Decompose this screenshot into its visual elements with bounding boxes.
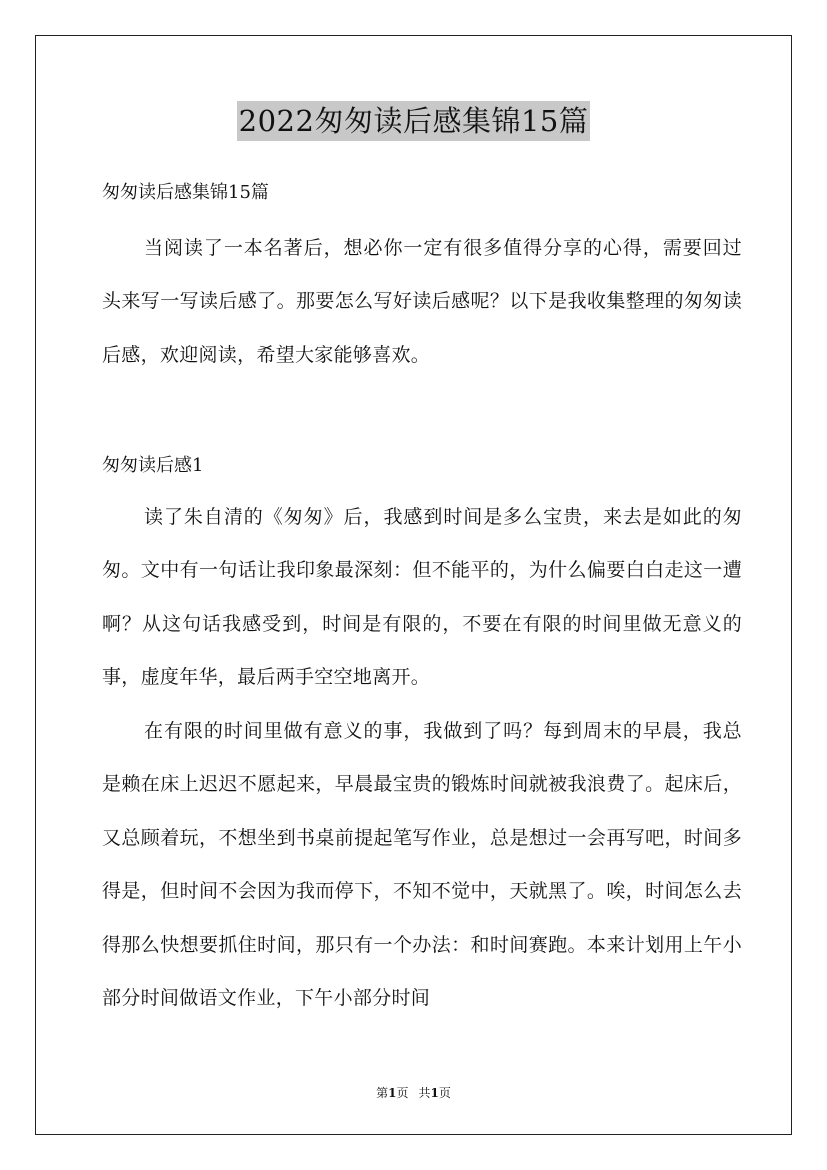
section-heading: 匆匆读后感1 (102, 455, 204, 476)
intro-paragraph: 当阅读了一本名著后，想必你一定有很多值得分享的心得，需要回过头来写一写读后感了。那要怎么写好读后感呢？以下是我收集整理的匆匆读后感，欢迎阅读，希望大家能够喜欢。 (102, 237, 742, 366)
page-suffix: 页 (396, 1086, 409, 1100)
page-prefix: 第 (376, 1086, 389, 1100)
total-prefix: 共 (418, 1086, 431, 1100)
title-area (0, 101, 827, 141)
document-title: 2022匆匆读后感集锦15篇 (237, 101, 591, 141)
page-number: 1 (388, 1086, 397, 1100)
document-subtitle: 匆匆读后感集锦15篇 (102, 182, 269, 203)
total-suffix: 页 (438, 1086, 451, 1100)
body-paragraph-1: 读了朱自清的《匆匆》后，我感到时间是多么宝贵，来去是如此的匆匆。文中有一句话让我印象最深刻：但不能平的，为什么偏要白白走这一遭啊？从这句话我感受到，时间是有限的，不要在有限的时间里做无意义的事，虚度年华，最后两手空空地离开。 (102, 506, 742, 689)
page-footer (0, 1085, 827, 1101)
body-paragraph-2: 在有限的时间里做有意义的事，我做到了吗？每到周末的早晨，我总是赖在床上迟迟不愿起来，早晨最宝贵的锻炼时间就被我浪费了。起床后，又总顾着玩，不想坐到书桌前提起笔写作业，总是想过一会再写吧，时间多得是，但时间不会因为我而停下，不知不觉中，天就黑了。唉，时间怎么去得那么快想要抓住时间，那只有一个办法：和时间赛跑。本来计划用上午小部分时间做语文作业，下午小部分时间 (102, 720, 742, 1010)
total-pages: 1 (430, 1086, 439, 1100)
